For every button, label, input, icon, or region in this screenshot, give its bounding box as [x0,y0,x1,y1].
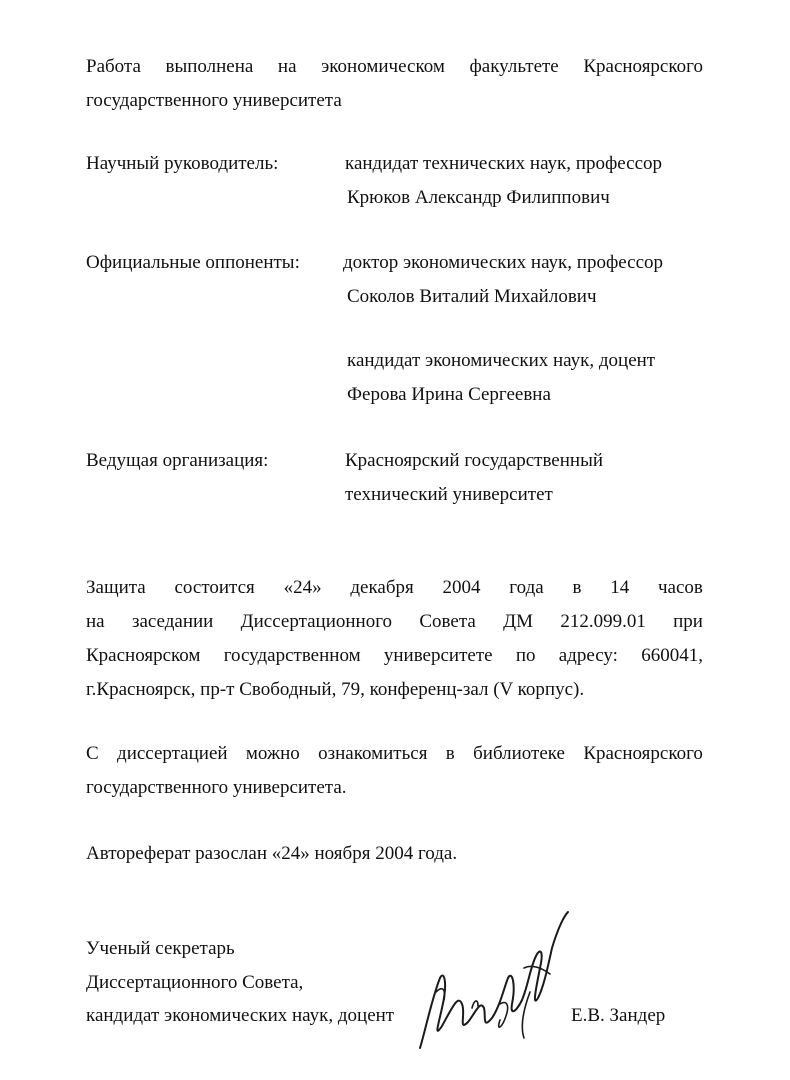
opponent-1-degree: доктор экономических наук, профессор [343,252,664,273]
secretary-degree: кандидат экономических наук, доцент [86,1005,395,1026]
defense-word: ДМ [503,611,533,632]
supervisor-name: Крюков Александр Филиппович [347,187,610,208]
defense-line-4: г.Красноярск, пр-т Свободный, 79, конференц-зал (V корпус). [86,679,585,700]
defense-word: по [515,645,536,666]
intro-word: выполнена [165,56,254,77]
defense-word: состоится [174,577,255,598]
opponents-label: Официальные оппоненты: [86,252,300,273]
defense-word: 14 [610,577,630,598]
defense-line-3 [86,645,703,667]
defense-word: на [86,611,105,632]
defense-word: при [673,611,703,632]
sent-date-line: Автореферат разослан «24» ноября 2004 года. [86,843,458,864]
library-word: библиотеке [473,743,565,764]
leading-org-label: Ведущая организация: [86,450,269,471]
secretary-title: Ученый секретарь [86,938,235,959]
defense-word: 212.099.01 [560,611,646,632]
library-word: ознакомиться [318,743,428,764]
opponent-2-degree: кандидат экономических наук, доцент [347,350,656,371]
intro-word: на [277,56,297,77]
library-word: в [445,743,455,764]
supervisor-degree: кандидат технических наук, профессор [345,153,663,174]
intro-line-2: государственного университета [86,90,342,111]
intro-line-1 [86,56,703,78]
opponent-2-name: Ферова Ирина Сергеевна [347,384,551,405]
intro-word: экономическом [321,56,445,77]
library-line-2: государственного университета. [86,777,347,798]
secretary-name: Е.В. Зандер [571,1005,666,1026]
defense-word: государственном [223,645,361,666]
defense-word: 660041, [641,645,703,666]
defense-word: года [509,577,544,598]
defense-word: Диссертационного [240,611,393,632]
intro-word: Работа [86,56,141,77]
library-line-1 [86,743,703,765]
defense-word: Защита [86,577,146,598]
handwritten-signature [412,908,572,1068]
leading-org-line-2: технический университет [345,484,553,505]
intro-word: Красноярского [583,56,703,77]
defense-word: университете [383,645,493,666]
library-word: можно [245,743,300,764]
library-word: С [86,743,99,764]
opponent-1-name: Соколов Виталий Михайлович [347,286,597,307]
defense-word: Красноярском [86,645,201,666]
defense-line-2 [86,611,703,633]
defense-word: Совета [419,611,476,632]
defense-word: «24» [283,577,322,598]
library-word: диссертацией [117,743,228,764]
library-word: Красноярского [583,743,703,764]
defense-line-1 [86,577,703,599]
defense-word: часов [658,577,703,598]
supervisor-label: Научный руководитель: [86,153,279,174]
defense-word: заседании [131,611,214,632]
defense-word: адресу: [558,645,618,666]
intro-word: факультете [469,56,559,77]
defense-word: 2004 [442,577,481,598]
secretary-council: Диссертационного Совета, [86,972,304,993]
leading-org-line-1: Красноярский государственный [345,450,604,471]
defense-word: в [572,577,582,598]
defense-word: декабря [350,577,414,598]
